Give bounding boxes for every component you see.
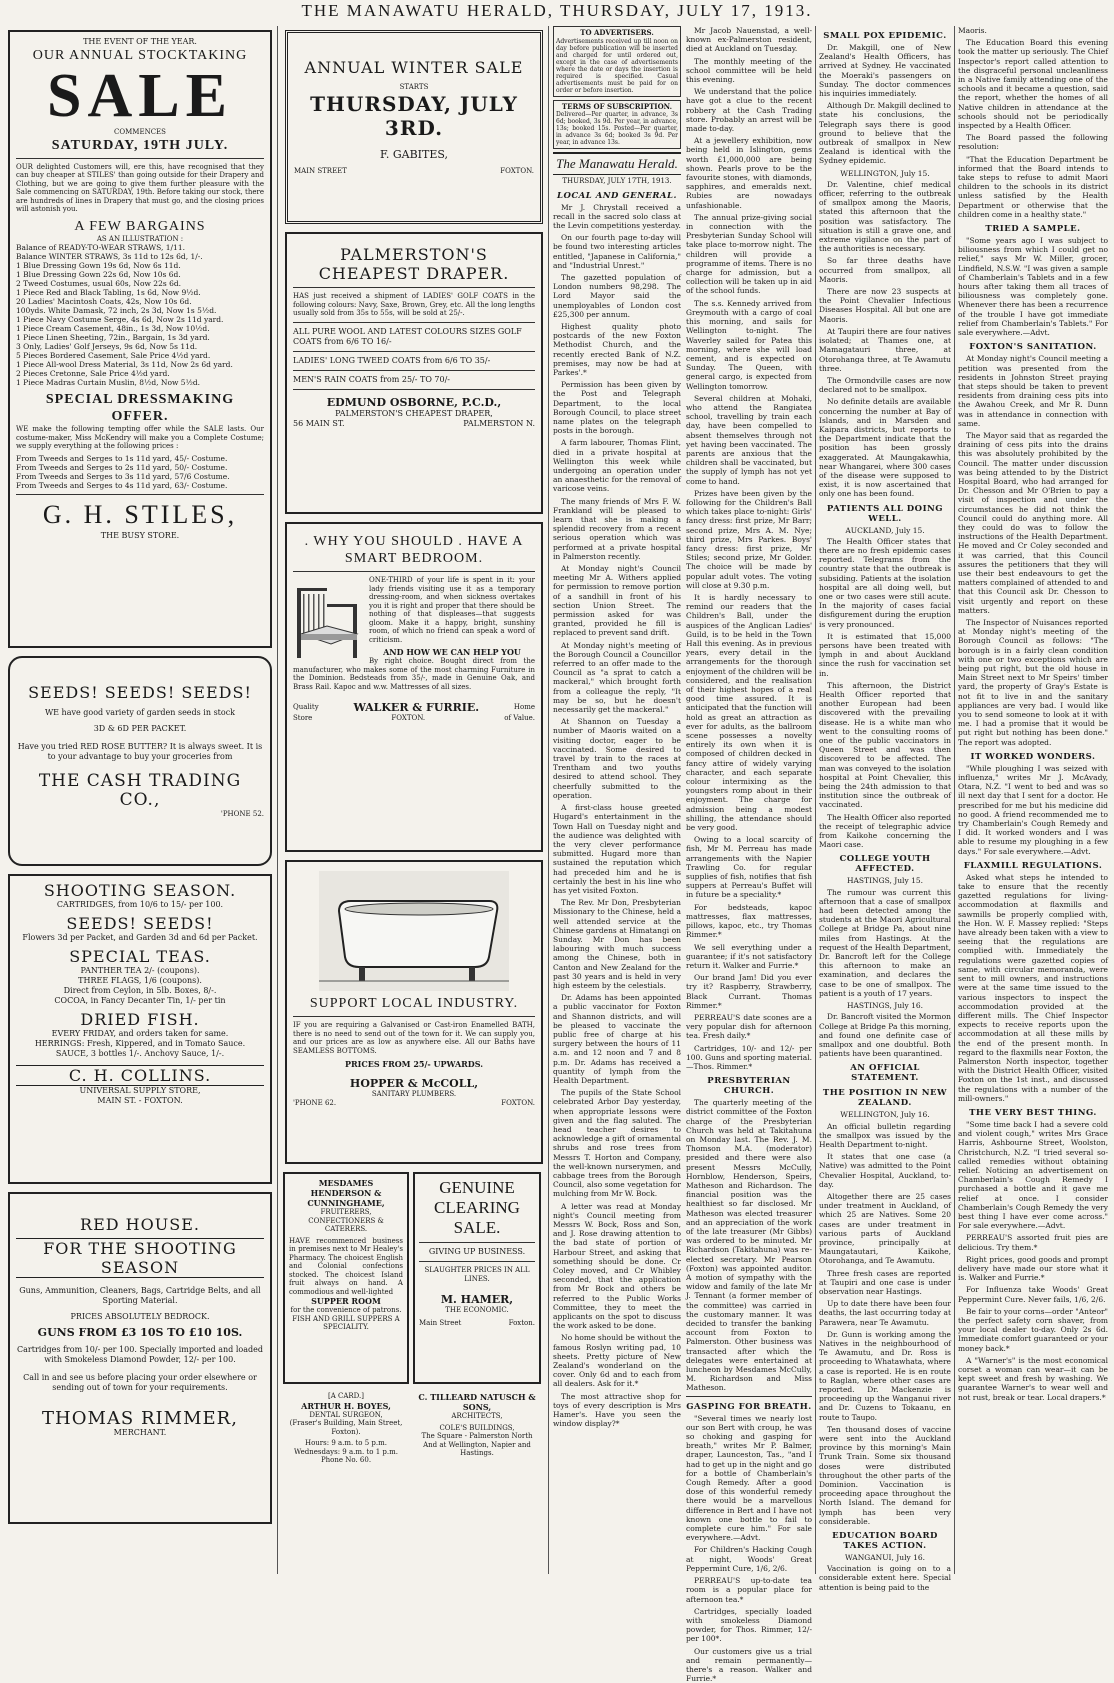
hamer-title: GENUINE CLEARING SALE. — [434, 1178, 520, 1237]
stiles-firm: G. H. STILES, — [42, 499, 238, 529]
news-paragraph: For bedsteads, kapoc mattresses, flax mattresses, pillows, kapoc, etc., try Thomas Rimmer.* — [686, 902, 812, 940]
rimmer-subtitle: FOR THE SHOOTING SEASON — [16, 1238, 264, 1278]
list-item: From Tweeds and Serges to 1s 11d yard, 45/- Costume. — [16, 453, 228, 463]
list-item: PANTHER TEA 2/- (coupons). — [80, 966, 200, 975]
walker-furrie-ad — [285, 522, 543, 852]
news-paragraph: "Some years ago I was subject to biliousness from which I could get no relief," says Mr W. Miller, grocer, Lindfield, N.S.W. "I was given a sample of Chamberlain's Tablets and in a few hours after taking them all traces of biliousness was completely gone. Whenever there has been a recurrence of the trouble I have got immediate relief from Chamberlain's Tablets." For sale everywhere.—Advt. — [958, 236, 1108, 338]
news-paragraph: Be fair to your corns—order "Anteor" the perfect safety corn shaver, from your local dealer to-day. Only 2s 6d. Immediate comfort guaranteed or your money back.* — [958, 1306, 1108, 1353]
boyes-card — [283, 1390, 409, 1506]
list-item: From Tweeds and Serges to 3s 11d yard, 57/6 Costume. — [16, 471, 230, 481]
news-paragraph: Dr. Makgill, one of New Zealand's Health Officers, has arrived at Sydney. He vaccinated the Moeraki's passengers on Sunday. The doctor commences his inquiries immediately. — [819, 43, 951, 99]
list-item: Balance of READY-TO-WEAR STRAWS, 1/11. — [16, 243, 185, 252]
news-paragraph: The pupils of the State School celebrated Arbor Day yesterday, when appropriate lessons were given and the flag saluted. The head teacher desires to acknowledge a gift of ornamental shrubs and rose trees from Messrs T. Horton and Company, the well-known nurserymen, and cabbage trees from the Borough Council, also some vegetation for mulching from Mr W. Bock. — [553, 1088, 681, 1199]
stiles-heading: OUR ANNUAL STOCKTAKING — [32, 48, 248, 63]
henderson-names: MESDAMES HENDERSON & CUNNINGHAME, — [307, 1178, 385, 1208]
news-paragraph: So far three deaths have occurred from smallpox, all Maoris. — [819, 256, 951, 284]
boyes-hours: Hours: 9 a.m. to 5 p.m. Wednesdays: 9 a.m. to 1 p.m. — [294, 1439, 398, 1456]
article-heading: THE VERY BEST THING. — [969, 1107, 1097, 1118]
walker-store: Store — [293, 714, 313, 722]
stiles-intro: OUR delighted Customers will, ere this, have recognised that they can buy cheaper at STILES' than going outside for their Drapery and Clothing, but we are going to give them further pleasure with the Sale commencing on SATURDAY, 19th. Before taking our stock, there are hundreds of lines in Drapery that must go, and the closing prices will astonish you. — [16, 162, 264, 213]
hamer-tagline: THE ECONOMIC. — [445, 1306, 509, 1314]
news-paragraph: At Monday night's meeting of the Borough Council a Councillor referred to an offer made to the Council as "a sprat to catch a mackeral," which brought forth from a colleague the reply, "It may be so, but he doesn't necessarily get the mackeral." — [553, 640, 681, 715]
rimmer-goods: Guns, Ammunition, Cleaners, Bags, Cartridge Belts, and all Sporting Material. — [19, 1286, 261, 1305]
gabites-date: THURSDAY, JULY 3RD. — [310, 91, 518, 140]
article-subheading: THE POSITION IN NEW ZEALAND. — [822, 1088, 948, 1109]
news-paragraph: Vaccination is going on to a considerable extent here. Special attention is being paid to the — [819, 1564, 951, 1592]
news-paragraph: The most attractive shop for toys of every description is Mrs Hamer's. Have you seen the window display?* — [553, 1391, 681, 1429]
news-paragraph: The many friends of Mrs F. W. Frankland will be pleased to learn that she is making a splendid recovery from a recent serious operation which was performed at a private hospital in Palmerston recently. — [553, 496, 681, 561]
article-heading: GASPING FOR BREATH. — [686, 1401, 812, 1412]
list-item: COCOA, in Fancy Decanter Tin, 1/- per tin — [54, 996, 226, 1005]
column-local-news — [553, 26, 681, 1574]
seeds-price: 3D & 6D PER PACKET. — [93, 724, 187, 733]
gabites-firm: F. GABITES, — [379, 147, 449, 161]
news-paragraph: This afternoon, the District Health Officer reported that another European had been discovered with the prevailing disease. He is a white man who went to the consulting rooms of one of the public vaccinators in Queen Street and was then discovered to be affected. The man was conveyed to the isolation hospital at Point Chevalier, this being the 24th admission to that institution since the outbreak of vaccinated. — [819, 680, 951, 810]
hopper-firm: HOPPER & McCOLL, — [349, 1077, 479, 1090]
news-paragraph: At a jewellery exhibition, now being held in Islington, gems worth £1,000,000 are being shown. Pearls prove to be the favourite stones, with diamonds, sapphires, and emeralds next. Rubies are nowadays unfashionable. — [686, 136, 812, 210]
list-item: 1 Piece Madras Curtain Muslin, 8½d, Now 5½d. — [16, 378, 201, 387]
collins-fish-title: DRIED FISH. — [80, 1010, 200, 1029]
osborne-tagline: PALMERSTON'S CHEAPEST DRAPER, — [335, 408, 493, 418]
column-news-4 — [958, 26, 1108, 1574]
stiles-commences: COMMENCES — [114, 128, 166, 136]
osborne-firm: EDMUND OSBORNE, P.C.D., — [326, 395, 502, 409]
news-paragraph: Cartridges, specially loaded with smokeless Diamond powder, for Thos. Rimmer, 12/- per 100*. — [686, 1606, 812, 1644]
article-heading: PRESBYTERIAN CHURCH. — [707, 1076, 791, 1097]
osborne-intro: HAS just received a shipment of LADIES' GOLF COATS in the following colours: Navy, Saxe, Brown, Grey, etc. All the long lengths usually sold from 35s to 55s, will be sold at 25/-. — [293, 292, 535, 317]
hamer-town: Foxton. — [508, 1318, 535, 1327]
column-rule — [815, 26, 816, 1574]
list-item: EVERY FRIDAY, and orders taken for same. — [51, 1029, 229, 1038]
bath-illustration — [319, 871, 509, 991]
henderson-trade: FRUITERERS, CONFECTIONERS & CATERERS. — [308, 1208, 384, 1233]
news-paragraph: Mr Jacob Nauenstad, a well-known ex-Palmerston resident, died at Auckland on Tuesday. — [686, 26, 812, 54]
seeds-butter: Have you tried RED ROSE BUTTER? It is always sweet. It is to your advantage to buy your groceries from — [17, 742, 263, 761]
gabites-starts: STARTS — [399, 83, 429, 91]
list-item: 1 Piece All-wool Dress Material, 3s 11d, Now 2s 6d yard. — [16, 360, 233, 369]
list-item: From Tweeds and Serges to 4s 11d yard, 63/- Costume. — [16, 480, 228, 490]
hamer-slaughter: SLAUGHTER PRICES IN ALL LINES. — [424, 1266, 530, 1283]
hopper-trade: SANITARY PLUMBERS. — [371, 1090, 457, 1098]
article-heading: FOXTON'S SANITATION. — [969, 342, 1097, 353]
news-paragraph: For Children's Hacking Cough at night, Woods' Great Peppermint Cure, 1/6, 2/6. — [686, 1545, 812, 1573]
news-paragraph: The annual prize-giving social in connection with the Presbyterian Sunday School will take place to-morrow night. The children will provide a programme of items. There is no charge for admission, but a collection will be taken up in aid of the school funds. — [686, 212, 812, 296]
seeds-text: WE have good variety of garden seeds in stock — [44, 708, 236, 717]
osborne-town: PALMERSTON N. — [463, 418, 535, 428]
osborne-title: PALMERSTON'S CHEAPEST DRAPER. — [318, 245, 510, 283]
news-paragraph: At Monday night's Council meeting Mr A. Withers applied for permission to remove portion of a sandhill in front of his section Union Street. The permission asked for was granted, provided he fill is replaced to prevent sand drift. — [553, 564, 681, 638]
rimmer-call: Call in and see us before placing your order elsewhere or sending out of town for your requirements. — [23, 1373, 257, 1392]
news-paragraph: The gazetted population of London numbers 98,298. The Lord Mayor said the unemployables of London cost £25,300 per annum. — [553, 272, 681, 319]
list-item: ALL PURE WOOL AND LATEST COLOURS SIZES GOLF COATS from 6/6 TO 16/- — [293, 326, 522, 346]
walker-body: ONE-THIRD of your life is spent in it: your lady friends visiting use it as a temporary dressing-room, and when sickness overtakes you it is right and proper that there should be nothing of that displeases—that suggests gloom. Make it a happy, bright, sunshiny room, of which no friend can speak a word of criticism. — [369, 576, 535, 644]
rimmer-title: RED HOUSE. — [80, 1215, 200, 1234]
column-news-3 — [819, 26, 952, 1592]
news-paragraph: Our brand Jam! Did you ever try it? Raspberry, Strawberry, Black Currant. Thomas Rimmer.* — [686, 973, 812, 1010]
list-item: 3 Only, Ladies' Golf Jerseys, 9s 6d, Now 5s 11d. — [16, 342, 198, 351]
column-ads-middle — [283, 26, 545, 1574]
news-paragraph: Maoris. — [958, 26, 987, 35]
news-paragraph: Although Dr. Makgill declined to state his conclusions, the Telegraph says there is good ground to believe that the outbreak of smallpox in New Zealand is identical with the Sydney epidemic. — [819, 101, 951, 166]
henderson-special: FISH AND GRILL SUPPERS A SPECIALITY. — [292, 1314, 400, 1331]
tilleard-also: And at Wellington, Napier and Hastings. — [423, 1440, 531, 1457]
henderson-supper: SUPPER ROOM — [311, 1296, 381, 1306]
news-paragraph: Dr. Bancroft visited the Mormon College at Bridge Pa this morning, and found one definite case of smallpox and one doubtful. Both patients have been quarantined. — [819, 1012, 951, 1059]
article-heading: PATIENTS ALL DOING WELL. — [826, 503, 944, 524]
news-paragraph: There are now 23 suspects at the Point Chevalier Infectious Diseases Hospital. All but one are Maoris. — [819, 287, 951, 324]
collins-firm: C. H. COLLINS. — [16, 1065, 264, 1086]
subs-text: Delivered—Per quarter, in advance, 3s 6d; booked, 3s 9d. Per year, in advance, 13s; booked 15s. Posted—Per quarter, in advance 3s 6d; booked 3s 9d. Per year, in advance 13s. — [556, 111, 678, 146]
dateline: WANGANUI, July 16. — [844, 1553, 926, 1563]
news-paragraph: Dr. Gunn is working among the Natives in the neighbourhood of Te Awamutu, and Dr. Ross is proceeding to Whatawhata, where a case is reported. He is en route to Raglan, where other cases are reported. Dr. Mackenzie is proceeding up the Wanganui river and Dr. Cuzens to Tokaanu, en route to Taupo. — [819, 1329, 951, 1422]
list-item: 1 Piece Cream Casement, 48in., 1s 3d, Now 10½d. — [16, 324, 210, 333]
article-heading: IT WORKED WONDERS. — [970, 751, 1096, 762]
news-paragraph: A "Warner's" is the most economical corset a woman can wear—it can be kept sweet and fresh by washing. We guarantee Warner's to wear well and not rust, break or tear. Local drapers.* — [958, 1355, 1108, 1402]
news-paragraph: The Mayor said that as regarded the draining of cess pits into the drains this was absolutely prohibited by the Council. The matter under discussion was being attended to by the District Hospital Board, who had arranged for Dr. Chesson and Mr O'Brien to pay a visit of inspection and under the circumstances he did not think the Council could do anything more. All they could do was to follow the instructions of the Health Department. He moved and Cr Coley seconded and it was carried, that this Council assures the petitioners that they will use their best endeavours to get the matters complained of attended to and that this Council ask Dr. Chesson to visit urgently and report on these matters. — [958, 430, 1108, 615]
column-rule — [548, 26, 549, 1574]
gabites-title: ANNUAL WINTER SALE — [304, 58, 524, 77]
hopper-title: SUPPORT LOCAL INDUSTRY. — [309, 996, 519, 1011]
news-paragraph: Cartridges, 10/- and 12/- per 100. Guns and sporting material.—Thos. Rimmer.* — [686, 1043, 812, 1071]
news-paragraph: The Education Board this evening took the matter up seriously. The Chief Inspector's report called attention to the disgraceful personal uncleanliness in a Native family attending one of the schools and it became a question, said the report, whether the homes of all Native children in attendance at the schools should not be periodically inspected by a Health Officer. — [958, 38, 1108, 131]
stiles-bargains-sub: AS AN ILLUSTRATION : — [96, 234, 184, 243]
list-item: SAUCE, 3 bottles 1/-. Anchovy Sauce, 1/-. — [55, 1049, 225, 1058]
news-paragraph: We sell everything under a guarantee; if it's not satisfactory return it. Walker and Furrie.* — [686, 942, 812, 970]
osborne-ad — [285, 232, 543, 514]
list-item: THREE FLAGS, 1/6 (coupons). — [78, 976, 202, 985]
article-heading: AN OFFICIAL STATEMENT. — [850, 1063, 920, 1084]
hamer-firm: M. HAMER, — [440, 1293, 514, 1306]
news-paragraph: Up to date there have been four deaths, the last occurring today at Parawera, near Te Awamutu. — [819, 1299, 951, 1327]
news-paragraph: For Influenza take Woods' Great Peppermint Cure. Never fails, 1/6, 2/6. — [958, 1285, 1108, 1304]
collins-ad — [8, 874, 272, 1184]
news-paragraph: The Inspector of Nuisances reported at Monday night's meeting of the Borough Council as follows: "The borough is in a fairly clean condition with one or two exceptions which are being put right, but the old house in Main Street next to Mr Speirs' timber yard, the property of Gray's Estate is not fit to live in and the sanitary appliances are very bad. I would like you to send someone to look at it with me. I had a promise that it would be put right but nothing has been done." The report was adopted. — [958, 617, 1108, 747]
boyes-name: ARTHUR H. BOYES, — [301, 1400, 391, 1411]
news-paragraph: It is hardly necessary to remind our readers that the Children's Ball, under the auspices of the Anglican Ladies' Guild, is to be held in the Town Hall this evening. As in previous years, every detail in the arrangements for the thorough enjoyment of the children will be considered, and the realisation of their highest hopes of a real good time assured. It is anticipated that the function will hold as great an attraction as ever for adults, as the ballroom scene possesses a novelty entirely its own when it is composed of children decked in fancy attire of widely varying character, and each separate colour intermixing as the youngsters romp about in their enjoyment. The charge for admission being a modest shilling, the attendance should be very good. — [686, 592, 812, 833]
cash-trading-phone: 'PHONE 52. — [220, 810, 264, 818]
list-item: 1 Blue Dressing Gown 19s 6d, Now 6s 11d. — [16, 261, 181, 270]
walker-home: Home — [513, 703, 535, 712]
bedstead-illustration — [293, 578, 363, 662]
henderson-supper-sub: for the convenience of patrons. — [290, 1306, 402, 1314]
news-paragraph: Several children at Mohaki, who attend the Rangiatea school, travelling by train each day, have been compelled to absent themselves through not yet having been vaccinated. The parents are anxious that the children shall be vaccinated, but the supply of lymph has not yet come to hand. — [686, 393, 812, 486]
collins-seeds-text: Flowers 3d per Packet, and Garden 3d and 6d per Packet. — [22, 933, 258, 942]
rimmer-prices: PRICES ABSOLUTELY BEDROCK. — [70, 1312, 210, 1321]
stiles-dress-title: SPECIAL DRESSMAKING OFFER. — [45, 392, 235, 424]
walker-help: AND HOW WE CAN HELP YOU — [383, 647, 521, 657]
rimmer-ad — [8, 1192, 272, 1524]
news-paragraph: The s.s. Kennedy arrived from Greymouth with a cargo of coal this morning, and sails for Wellington to-night. The Waverley sailed for Patea this morning, where she will load cement, and is expected on Sunday. The Queen, with general cargo, is expected from Wellington tomorrow. — [686, 298, 812, 391]
news-paragraph: Permission has been given by the Post and Telegraph Department, to the local Borough Council, to place street name plates on the telegraph posts in the borough. — [553, 380, 681, 436]
list-item: 1 Piece Red and Black Tabling, 1s 6d, Now 9½d. — [16, 288, 201, 297]
column-ads-left — [6, 26, 274, 1574]
advertisers-text: Advertisements received up till noon on day before publication will be inserted and charged for until ordered out, except in the case of advertisements where the date or days the insertion is required is specified. Casual advertisements must be paid for on order or before insertion. — [556, 37, 678, 94]
news-paragraph: Right prices, good goods and prompt delivery have made our store what it is. Walker and Furrie.* — [958, 1254, 1108, 1283]
article-heading: FLAXMILL REGULATIONS. — [963, 860, 1103, 871]
collins-seeds-title: SEEDS! SEEDS! — [66, 914, 214, 933]
dateline: AUCKLAND, July 15. — [845, 525, 925, 535]
boyes-trade: DENTAL SURGEON, — [309, 1410, 383, 1419]
boyes-address: (Fraser's Building, Main Street, Foxton). — [289, 1419, 403, 1436]
bottom-ads-row — [283, 1172, 545, 1506]
list-item: Direct from Ceylon, in 5lb. Boxes, 8/-. — [63, 986, 217, 995]
news-paragraph: Owing to a local scarcity of fish, Mr M. Perreau has made arrangements with the Napier Trawling Co. for regular supplies of fish, notifies that fish suppers at Perreau's Buffet will in future be a speciality.* — [686, 835, 812, 900]
news-paragraph: "Several times we nearly lost our son Bert with croup, he was so choking and gasping for breath," writes Mr P. Balmer, draper, Launceston, Tas., "and I had to get up in the night and go for a bottle of Chamberlain's Cough Remedy. After a good dose of this wonderful remedy there would be a marvellous difference in Bert and I have not known one bottle to fail to complete cure him." For sale everywhere.—Advt. — [686, 1413, 812, 1543]
news-paragraph: At Monday night's Council meeting a petition was presented from the residents in Johnston Street praying that steps should be taken to prevent residents from draining cess pits into the Awahou Creek, and Mr R. Dunn was in attendance in connection with same. — [958, 354, 1108, 428]
news-paragraph: Prizes have been given by the following for the Children's Ball which takes place to-night: Girls' fancy dress: first prize, Mr Barr; second prize, Mrs A. M. Nye; third prize, Mrs Parkes. Boys' fancy dress: first prize, Mr Stiles; second prize, Mr Golder. The choice will be made by popular adult votes. The voting will close at 9.30 p.m. — [686, 488, 812, 590]
walker-firm: WALKER & FURRIE. — [353, 701, 480, 714]
news-paragraph: Asked what steps he intended to take to ensure that the recently gazetted regulations for living-accommodation at flaxmills and sawmills be properly complied with, the Hon. W. F. Massey replied: "Steps have already been taken with a view to seeing that the regulations are complied with. Immediately the regulations were gazetted copies of same, with circular memoranda, were sent to mill owners, and instructions were at the same time issued to the various inspectors to inspect the accommodation provided at the different mills. The Chief Inspector expects to receive reports upon the accommodation at all these mills by the end of the present month. In regard to the flaxmills near Foxton, the Palmerston North inspector, together with the District Health Officer, visited Foxton on the 1st inst., and discussed the regulations with a number of the mill-owners." — [958, 872, 1108, 1103]
paper-title: The Manawatu Herald. — [553, 152, 681, 175]
news-paragraph: PERREAU'S date scones are a very popular dish for afternoon tea. Fresh daily.* — [686, 1012, 812, 1041]
collins-teas-title: SPECIAL TEAS. — [69, 947, 211, 966]
stiles-dress-intro: WE make the following tempting offer while the SALE lasts. Our costume-maker, Miss McKendry will make you a Complete Costume; we supply everything at the following prices : — [16, 425, 264, 450]
dateline: HASTINGS, July 15. — [846, 876, 924, 886]
news-paragraph: A first-class house greeted Hugard's entertainment in the Town Hall on Tuesday night and the audience was delighted with the very clever performance submitted. Hugard more than sustained the reputation which had preceded him and he is certainly the best in his line who has yet visited Foxton. — [553, 803, 681, 895]
tilleard-name: C. TILLEARD NATUSCH & SONS, — [418, 1392, 536, 1412]
news-paragraph: The Board passed the following resolution: — [958, 133, 1108, 152]
tilleard-card — [413, 1390, 541, 1506]
collins-address: MAIN ST. - FOXTON. — [97, 1096, 183, 1105]
news-paragraph: The rumour was current this afternoon that a case of smallpox had been detected among the students at the Maori Agricultural College at Bridge Pa, about nine miles from Hastings. At the request of the Health Department, Dr. Bancroft left for the College this afternoon to make an examination, and declares the case to be one of smallpox. The patient is a youth of 17 years. — [819, 887, 951, 998]
tilleard-trade: ARCHITECTS, — [451, 1412, 503, 1420]
walker-town: FOXTON. — [391, 714, 426, 722]
collins-title: SHOOTING SEASON. — [43, 881, 237, 900]
list-item: 100yds. White Damask, 72 inch, 2s 3d, Now 1s 5½d. — [16, 306, 217, 315]
news-paragraph: The Health Officer states that there are no fresh epidemic cases reported. Telegrams from the country state that the outbreak is subsiding. Patients at the isolation hospital are all doing well, but one or two cases were still acute. In the majority of cases facial disfigurement during the eruption is very pronounced. — [819, 536, 951, 629]
list-item: MEN'S RAIN COATS from 25/- TO 70/- — [293, 374, 451, 384]
walker-quality: Quality — [293, 703, 319, 712]
hopper-prices: PRICES FROM 25/- UPWARDS. — [344, 1059, 484, 1069]
news-paragraph: It states that one case (a Native) was admitted to the Point Chevalier Hospital, Auckland, to-day. — [819, 1152, 951, 1189]
rimmer-trade: MERCHANT. — [113, 1428, 167, 1437]
list-item: 1 Blue Dressing Gown 22s 6d, Now 10s 6d. — [16, 270, 181, 279]
list-item: 2 Tweed Costumes, usual 60s, Now 22s 6d. — [16, 279, 182, 288]
subscription-notice — [553, 100, 681, 150]
news-paragraph: Dr. Adams has been appointed a public vaccinator for Foxton and Shannon districts, and will be pleased to vaccinate the public free of charge at his surgery between the hours of 11 a.m. and 12 noon and 7 and 8 p.m. Dr. Adams has received a quantity of lymph from the Health Department. — [553, 993, 681, 1085]
news-paragraph: Dr. Valentine, chief medical officer, referring to the outbreak of smallpox among the Maoris, stated this afternoon that the position was satisfactory. The situation is still a grave one, and extreme vigilance on the part of the authorities is necessary. — [819, 179, 951, 254]
gabites-ad — [285, 30, 543, 224]
news-paragraph: PERREAU'S up-to-date tea room is a popular place for afternoon tea.* — [686, 1576, 812, 1604]
article-heading: COLLEGE YOUTH AFFECTED. — [839, 854, 931, 875]
news-paragraph: On our fourth page to-day will be found two interesting articles entitled, "Japanese in California," and "Industrial Unrest." — [553, 233, 681, 270]
news-paragraph: The Health Officer also reported the receipt of telegraphic advice from Kaikohe concerning the Maori case. — [819, 812, 952, 850]
rimmer-cartridges: Cartridges from 10/- per 100. Specially imported and loaded with Smokeless Diamond Powder, 12/- per 100. — [17, 1345, 263, 1364]
hamer-ad — [413, 1172, 541, 1384]
subs-title: TERMS OF SUBSCRIPTION. — [561, 101, 673, 111]
hopper-phone: 'PHONE 62. — [293, 1098, 337, 1107]
advertisers-notice — [553, 26, 681, 97]
column-rule — [277, 26, 278, 1574]
news-paragraph: A farm labourer, Thomas Flint, died in a private hospital at Wellington this week while undergoing an operation under an anaesthetic for the removal of varicose veins. — [553, 438, 681, 494]
stiles-bargains-title: A FEW BARGAINS — [74, 218, 206, 234]
collins-store: UNIVERSAL SUPPLY STORE, — [79, 1086, 201, 1095]
stiles-sale: SALE — [47, 62, 233, 130]
dateline: HASTINGS, July 16. — [846, 1001, 924, 1011]
stiles-ad — [8, 30, 272, 648]
stiles-tagline: THE BUSY STORE. — [100, 530, 180, 540]
henderson-ad — [283, 1172, 409, 1384]
rimmer-firm: THOMAS RIMMER, — [42, 1408, 238, 1429]
section-heading: LOCAL AND GENERAL. — [557, 190, 677, 201]
list-item: 1 Piece Navy Costume Serge, 4s 6d, Now 2s 11d yard. — [16, 315, 224, 324]
stiles-costume-list — [16, 454, 264, 490]
list-item: 20 Ladies' Macintosh Coats, 42s, Now 10s 6d. — [16, 297, 192, 306]
news-paragraph: An official bulletin regarding the smallpox was issued by the Health Department to-night. — [819, 1121, 951, 1149]
stiles-date: SATURDAY, 19TH JULY. — [51, 137, 229, 153]
paper-date: THURSDAY, JULY 17TH, 1913. — [562, 177, 672, 185]
article-heading: EDUCATION BOARD TAKES ACTION. — [832, 1531, 938, 1552]
walker-body2: By right choice. Bought direct from the manufacturer, who makes some of the most charming Furniture in the Dominion. Bedsteads from 35/-, made in Genuine Oak, and Brass Rail. Kapoc and w.w. Mattresses of all sizes. — [293, 657, 535, 691]
osborne-address: 56 MAIN ST. — [293, 418, 345, 428]
news-paragraph: At Taupiri there are four natives isolated; at Thames one, at Mamagatauri three, at Otorohanga three, at Te Awamutu three. — [819, 326, 951, 373]
news-paragraph: At Shannon on Tuesday a number of Maoris waited on a visiting doctor, eager to be vaccinated. Some desired to travel by train to the races at Trentham and two youths desired to attend school. They cheerfully submitted to the operation. — [553, 717, 681, 800]
column-news-2 — [686, 26, 812, 1683]
list-item: HERRINGS: Fresh, Kippered, and in Tomato Sauce. — [34, 1039, 246, 1048]
news-paragraph: Highest quality photo postcards of the new Foxton Methodist Church, and the recently erected Bank of N.Z. premises, may now be had at Parkes'.* — [553, 321, 681, 377]
stiles-kicker: THE EVENT OF THE YEAR. — [83, 37, 197, 46]
tilleard-building: COLE'S BUILDINGS, — [439, 1423, 515, 1432]
news-paragraph: The Rev. Mr Don, Presbyterian Missionary to the Chinese, held a well attended service at the Chinese gardens at Himatangi on Sunday. Mr Don has been labouring with much success among the Chinese, both in Canton and New Zealand for the past 30 years and is held in very high esteem by the celestials. — [553, 898, 681, 990]
walker-value: of Value. — [504, 714, 535, 722]
news-paragraph: We understand that the police have got a clue to the recent robbery at the Cash Trading store. Probably an arrest will be made to-day. — [686, 87, 812, 134]
gabites-town: FOXTON. — [500, 166, 534, 175]
hamer-giving: GIVING UP BUSINESS. — [428, 1247, 526, 1256]
masthead: THE MANAWATU HERALD, THURSDAY, JULY 17, 1913. — [301, 1, 813, 20]
collins-cartridges: CARTRIDGES, from 10/6 to 15/- per 100. — [56, 900, 224, 909]
news-paragraph: Three fresh cases are reported at Taupiri and one case is under observation near Hastings. — [819, 1268, 951, 1296]
tilleard-address: The Square - Palmerston North — [421, 1432, 533, 1440]
news-paragraph: Our customers give us a trial and remain permanently—there's a reason. Walker and Furrie.* — [686, 1646, 812, 1683]
list-item: LADIES' LONG TWEED COATS from 6/6 TO 35/- — [293, 355, 491, 365]
list-item: From Tweeds and Serges to 2s 11d yard, 50/- Costume. — [16, 462, 228, 472]
stiles-bargain-list — [16, 243, 264, 387]
news-paragraph: "While ploughing I was seized with influenza," writes Mr J. McAvady, Otara, N.Z. "I went to bed and was so ill next day that I sent for a doctor. He prescribed for me but his medicine did no good. A friend recommended me to try Chamberlain's Cough Remedy and I did. It worked wonders and I was able to resume my ploughing in a few days." For sale everywhere.—Advt. — [958, 763, 1108, 856]
article-heading: TRIED A SAMPLE. — [985, 224, 1081, 235]
list-item: 5 Pieces Bordered Casement, Sale Price 4½d yard. — [16, 351, 211, 360]
news-paragraph: It is estimated that 15,000 persons have been treated with lymph in and about Auckland since the rush for vaccination set in. — [819, 631, 951, 678]
article-heading: SMALL POX EPIDEMIC. — [823, 31, 947, 41]
advertisers-title: TO ADVERTISERS. — [580, 28, 654, 37]
news-paragraph: Ten thousand doses of vaccine were sent into the Auckland province by this morning's Main Trunk Train. Some six thousand doses were distributed throughout the other parts of the Dominion. Vaccination is proceeding apace throughout the North Island. The demand for lymph has been very considerable. — [819, 1424, 951, 1526]
column-rule — [954, 26, 955, 1574]
cash-trading-ad — [8, 656, 272, 866]
hopper-body: IF you are requiring a Galvanised or Cast-iron Enamelled BATH, there is no need to send out of the town for it. We can supply you, and our prices are as low as anywhere else. All our Baths have SEAMLESS BOTTOMS. — [293, 1021, 535, 1055]
seeds-title: SEEDS! SEEDS! SEEDS! — [28, 683, 252, 702]
news-paragraph: Mr J. Chrystall received a recall in the sacred solo class at the Levin competitions yesterday. — [553, 202, 681, 230]
boyes-phone: Phone No. 60. — [320, 1456, 372, 1464]
list-item: 1 Piece Linen Sheeting, 72in., Bargain, 1s 3d yard. — [16, 333, 210, 342]
news-paragraph: The Ormondville cases are now declared not to be smallpox. — [819, 375, 951, 395]
news-paragraph: No home should be without the famous Roslyn writing pad, 10 sheets. Pretty picture of New Zealand's wonderland on the cover. Only 6d and to each from all dealers. Ask for it.* — [553, 1333, 681, 1389]
news-paragraph: Altogether there are 25 cases under treatment in Auckland, of which 25 are Natives. Some 20 cases are under treatment in various parts of Auckland province, principally at Maungatautari, Kaikohe, Otorohanga, and Te Awamutu. — [819, 1191, 951, 1266]
henderson-body: HAVE recommenced business in premises next to Mr Healey's Pharmacy. The choicest English and Colonial confections stocked. The choicest Island fruit always on hand. A commodious and well-lighted — [289, 1236, 403, 1296]
cash-trading-firm: THE CASH TRADING CO., — [38, 771, 242, 810]
hamer-street: Main Street — [419, 1318, 462, 1327]
hopper-town: FOXTON. — [501, 1098, 535, 1107]
news-paragraph: The monthly meeting of the school committee will be held this evening. — [686, 56, 812, 85]
news-paragraph: The quarterly meeting of the district committee of the Foxton charge of the Presbyterian Church was held at Takitahuna on Monday last. The Rev. J. M. Thomson M.A. (moderator) presided and there were also present Messrs McCully, Hornblow, Henderson, Speirs, Matheson and Richardson. The financial position was the healthiest so far disclosed. Mr Matheson was elected treasurer and an appreciation of the work of the late treasurer (Mr Gibbs) was ordered to be minuted. Mr Richardson (Takitahuna) was re-elected secretary. Mr Pearson (Foxton) was appointed auditor. A motion of sympathy with the widow and family of the late Mr J. Tennant (a former member of the committee) was carried in the customary manner. It was decided to transfer the banking account from Foxton to Palmerston. Other business was transacted after which the delegates were entertained at luncheon by Mesdames McCully, M. Richardson and Miss Matheson. — [686, 1098, 812, 1393]
news-paragraph: A letter was read at Monday night's Council meeting from Messrs W. Bock, Ross and Son, and J. Rose drawing attention to the bad state of portion of Harbour Street, and asking that something should be done. Cr Coley moved, and Cr Whibley seconded, that the application from Mr Bock and others be referred to the Public Works Committee, they to meet the applicants on the spot to discuss the work asked to be done. — [553, 1201, 681, 1331]
news-paragraph: PERREAU'S assorted fruit pies are delicious. Try them.* — [958, 1233, 1108, 1252]
hopper-mccoll-ad — [285, 860, 543, 1164]
dateline: WELLINGTON, July 16. — [840, 1110, 930, 1120]
gabites-street: MAIN STREET — [294, 166, 347, 175]
news-paragraph: "Some time back I had a severe cold and violent cough," writes Mrs Grace Harris, Ashbourne Street, Woolston, Christchurch, N.Z. "I tried several so-called remedies without obtaining relief. Noticing an advertisement on Chamberlain's Cough Remedy I purchased a bottle and it gave me relief at once. I consider Chamberlain's Cough Remedy the very best thing I have ever come across." For sale everywhere.—Advt. — [958, 1119, 1108, 1231]
walker-title: . WHY YOU SHOULD . HAVE A SMART BEDROOM. — [304, 534, 524, 566]
news-paragraph: "That the Education Department be informed that the Board intends to take steps to refuse to admit Maori children to the schools in its district unless satisfied by the Health Department or otherwise that the children come in a healthy state." — [958, 154, 1108, 219]
list-item: Balance WINTER STRAWS, 3s 11d to 12s 6d, 1/-. — [16, 252, 203, 261]
dateline: WELLINGTON, July 15. — [840, 168, 930, 178]
rimmer-guns: GUNS FROM £3 10S TO £10 10S. — [37, 1326, 243, 1339]
boyes-card-label: [A CARD.] — [327, 1392, 364, 1400]
list-item: 2 Pieces Cretonne, Sale Price 4½d yard. — [16, 369, 170, 378]
news-paragraph: No definite details are available concerning the number at Bay of Islands, and in Marsden and Kaipara districts, but reports to the Department indicate that the position has been grossly exaggerated. At Maungakawhia, near Whangarei, where 300 cases of the disease were supposed to exist, it is now ascertained that only one has been found. — [819, 397, 951, 499]
